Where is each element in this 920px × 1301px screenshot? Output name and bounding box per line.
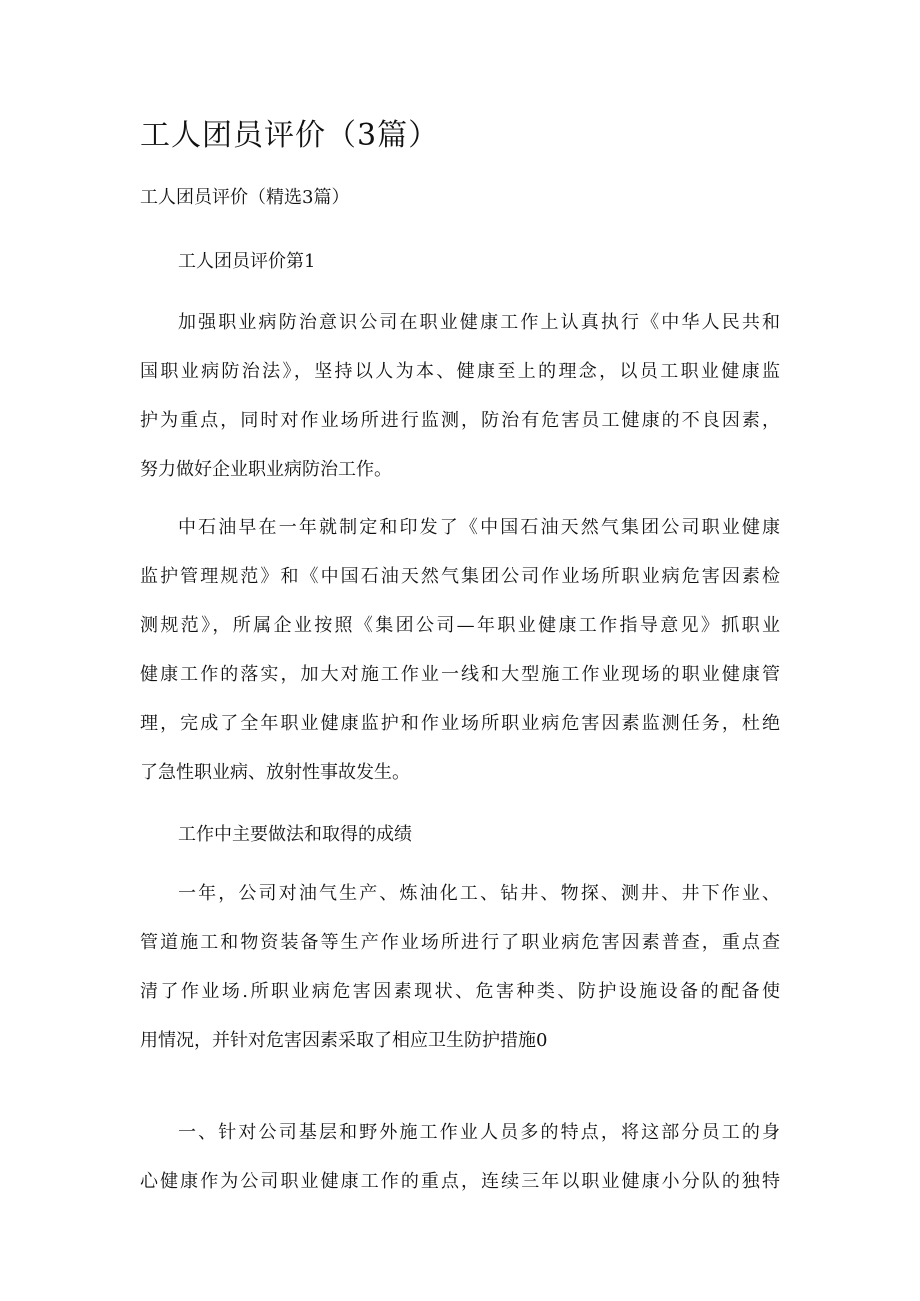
paragraph-2 xyxy=(140,503,780,797)
paragraph-line: 护为重点，同时对作业场所进行监测，防治有危害员工健康的不良因素， xyxy=(140,410,780,431)
paragraph-line: 了急性职业病、放射性事故发生。 xyxy=(140,762,410,783)
paragraph-line: 理，完成了全年职业健康监护和作业场所职业病危害因素监测任务，杜绝 xyxy=(140,713,780,734)
paragraph-line: 用情况，并针对危害因素采取了相应卫生防护措施0 xyxy=(140,1030,548,1051)
section-heading-1: 工人团员评价第1 xyxy=(178,251,316,272)
paragraph-line: 努力做好企业职业病防治工作。 xyxy=(140,459,392,480)
paragraph-line: 测规范》，所属企业按照《集团公司—年职业健康工作指导意见》抓职业 xyxy=(140,615,780,636)
paragraph-line: 一年，公司对油气生产、炼油化工、钻井、物探、测井、井下作业、 xyxy=(178,883,780,904)
paragraph-3 xyxy=(140,869,780,1065)
section-heading-2: 工作中主要做法和取得的成绩 xyxy=(178,824,412,845)
paragraph-line: 管道施工和物资装备等生产作业场所进行了职业病危害因素普查，重点查 xyxy=(140,932,780,953)
paragraph-line: 加强职业病防治意识公司在职业健康工作上认真执行《中华人民共和 xyxy=(178,312,780,333)
paragraph-4 xyxy=(140,1108,780,1206)
paragraph-1 xyxy=(140,298,780,494)
paragraph-line: 心健康作为公司职业健康工作的重点，连续三年以职业健康小分队的独特 xyxy=(140,1171,780,1192)
paragraph-line: 国职业病防治法》，坚持以人为本、健康至上的理念，以员工职业健康监 xyxy=(140,361,780,382)
document-subtitle: 工人团员评价（精选3篇） xyxy=(140,187,350,208)
paragraph-line: 一、针对公司基层和野外施工作业人员多的特点，将这部分员工的身 xyxy=(178,1122,780,1143)
paragraph-line: 清了作业场.所职业病危害因素现状、危害种类、防护设施设备的配备使 xyxy=(140,981,780,1002)
paragraph-line: 中石油早在一年就制定和印发了《中国石油天然气集团公司职业健康 xyxy=(178,517,780,538)
paragraph-line: 监护管理规范》和《中国石油天然气集团公司作业场所职业病危害因素检 xyxy=(140,566,780,587)
document-title: 工人团员评价（3篇） xyxy=(140,118,440,153)
paragraph-line: 健康工作的落实，加大对施工作业一线和大型施工作业现场的职业健康管 xyxy=(140,664,780,685)
